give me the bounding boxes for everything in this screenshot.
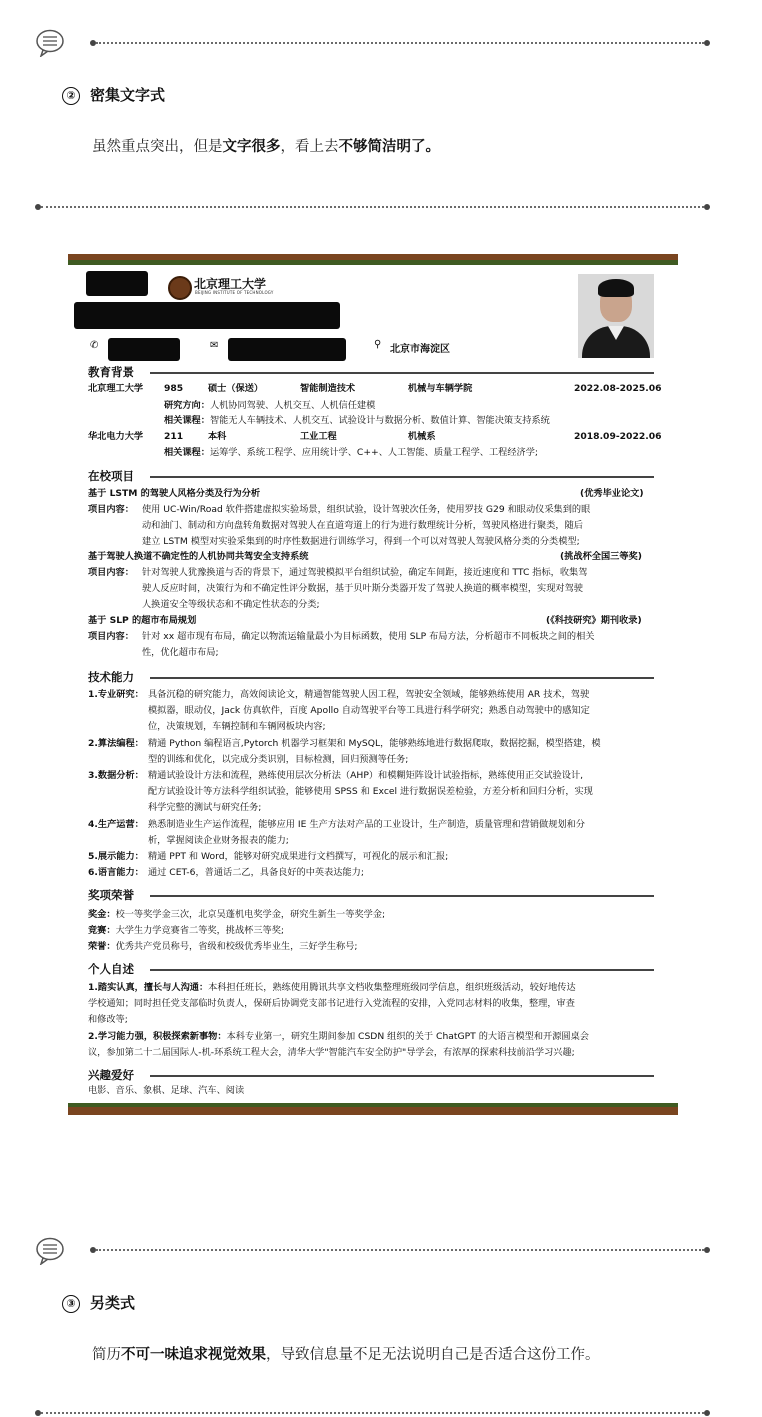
project-award: (挑战杯全国三等奖) (560, 551, 642, 562)
edu-major: 工业工程 (300, 431, 337, 442)
project-line: 针对驾驶人犹豫换道与否的背景下，通过驾驶模拟平台组织试验，确定车间距，接近速度和 TTC 指标，收集驾 (142, 567, 588, 578)
skill-line: 精通试验设计方法和流程，熟练使用层次分析法（AHP）和模糊矩阵设计试验指标，熟练使用正交试验设计, (148, 770, 584, 781)
speech-bubble-icon (35, 1237, 65, 1265)
project-name: 基于 SLP 的超市布局规划 (88, 615, 197, 626)
location: 北京市海淀区 (390, 344, 450, 355)
project-line: 性，优化超市布局; (142, 647, 219, 658)
self-line: 学校通知；同时担任党支部临时负责人，保研后协调党支部书记进行入党流程的安排，入党同志材料的收集，整理，审查 (88, 998, 575, 1009)
edu-degree: 本科 (208, 431, 227, 442)
description-text: ，看上去 (280, 139, 339, 155)
mail-icon: ✉ (210, 340, 219, 351)
project-award: (《科技研究》期刊收录) (546, 615, 642, 626)
skill-line: 模拟器，眼动仪，Jack 仿真软件，百度 Apollo 自动驾驶平台等工具进行科学研究；熟悉自动驾驶中的感知定 (148, 705, 590, 716)
university-logo-name: 北京理工大学 (194, 277, 267, 291)
phone-icon: ✆ (90, 340, 99, 351)
section-2-description (92, 135, 440, 156)
skill-line: 析，掌握阅读企业财务报表的能力; (148, 835, 289, 846)
project-line: 使用 UC-Win/Road 软件搭建虚拟实验场景，组织试验，设计驾驶次任务，使用罗技 G29 和眼动仪采集到的眼 (142, 504, 591, 515)
edu-college: 机械系 (408, 431, 436, 442)
project-name: 基于驾驶人换道不确定性的人机协同共驾安全支持系统 (88, 551, 309, 562)
project-line: 驶人反应时间，决策行为和不确定性评分数据，基于贝叶斯分类器开发了驾驶人换道的概率模型，实现对驾驶 (142, 583, 583, 594)
skill-line: 型的训练和优化，以完成分类识别，目标检测，回归预测等任务; (148, 754, 409, 765)
skill-line: 科学完整的测试与研究任务; (148, 802, 262, 813)
university-logo-icon (168, 276, 192, 300)
section-line (150, 969, 654, 971)
edu-date: 2022.08-2025.06 (574, 383, 662, 394)
hobbies-text: 电影、音乐、象棋、足球、汽车、阅读 (88, 1085, 245, 1096)
skill-line: 精通 PPT 和 Word，能够对研究成果进行文档撰写，可视化的展示和汇报; (148, 851, 449, 862)
self-line: 和修改等; (88, 1014, 128, 1025)
dotted-divider (41, 206, 704, 208)
university-logo-english: BEIJING INSTITUTE OF TECHNOLOGY (195, 290, 274, 295)
hobbies-title: 兴趣爱好 (88, 1068, 134, 1082)
description-bold: 文字很多 (222, 139, 281, 155)
skill-label: 6.语言能力： (88, 867, 144, 878)
description-bold: 不够简洁明了。 (338, 139, 440, 155)
resume-top-bar-green (68, 260, 678, 265)
project-line: 针对 xx 超市现有布局，确定以物流运输量最小为目标函数，使用 SLP 布局方法，分析超市不同板块之间的相关 (142, 631, 595, 642)
divider-dot (704, 1247, 710, 1253)
section-line (150, 372, 654, 374)
edu-degree: 硕士（保送） (208, 383, 264, 394)
description-text: 虽然重点突出，但是 (92, 139, 223, 155)
skill-line: 具备沉稳的研究能力，高效阅读论文，精通智能驾驶人因工程，驾驶安全领域，能够熟练使用 AR 技术，驾驶 (148, 689, 590, 700)
section-number: ② (62, 87, 80, 105)
edu-tag: 211 (164, 431, 184, 442)
redacted-phone (108, 338, 180, 361)
skill-line: 配方试验设计等方法科学组织试验，能够使用 SPSS 和 Excel 进行数据误差检验，方差分析和回归分析，实现 (148, 786, 593, 797)
section-3-description (92, 1343, 600, 1364)
project-content-label: 项目内容： (88, 631, 134, 642)
dotted-divider (41, 1412, 704, 1414)
section-2-heading (62, 84, 165, 105)
skill-line: 位，决策规划，车辆控制和车辆网板块内容; (148, 721, 326, 732)
edu-tag: 985 (164, 383, 184, 394)
skill-line: 熟悉制造业生产运作流程，能够应用 IE 生产方法对产品的工业设计，生产制造，质量管理和营销做规划和分 (148, 819, 585, 830)
description-text: ，导致信息量不足无法说明自己是否适合这份工作。 (266, 1347, 600, 1363)
section-line (150, 1075, 654, 1077)
projects-title: 在校项目 (88, 469, 134, 483)
divider-dot (704, 1410, 710, 1416)
project-content-label: 项目内容： (88, 504, 134, 515)
section-3-heading (62, 1292, 135, 1313)
research-direction: 研究方向：人机协同驾驶、人机交互、人机信任建模 (164, 400, 376, 411)
skills-title: 技术能力 (88, 670, 134, 684)
honors-title: 奖项荣誉 (88, 888, 134, 902)
skill-label: 1.专业研究： (88, 689, 144, 700)
skill-label: 5.展示能力： (88, 851, 144, 862)
skill-label: 2.算法编程： (88, 738, 144, 749)
divider-dot (704, 204, 710, 210)
location-pin-icon: ⚲ (374, 339, 382, 350)
project-line: 动和油门、制动和方向盘转角数据对驾驶人在直道弯道上的行为进行数理统计分析，驾驶风格进行聚类，随后 (142, 520, 583, 531)
section-line (150, 476, 654, 478)
self-line: 1.踏实认真，擅长与人沟通：本科担任班长，熟练使用腾讯共享文档收集整理班级同学信息，组织班级活动，较好地传达 (88, 982, 576, 993)
section-line (150, 895, 654, 897)
divider-dot (704, 40, 710, 46)
honor-row: 竞赛：大学生力学竞赛省二等奖，挑战杯三等奖; (88, 925, 285, 936)
section-title: 另类式 (90, 1294, 136, 1312)
redacted-email (228, 338, 346, 361)
skill-label: 4.生产运营： (88, 819, 144, 830)
redacted-name (86, 271, 148, 296)
speech-bubble-icon (35, 29, 65, 57)
project-line: 建立 LSTM 模型对实验采集到的时序性数据进行训练学习，得到一个可以对驾驶人驾驶风格分类的分类模型; (142, 536, 580, 547)
project-content-label: 项目内容： (88, 567, 134, 578)
resume-example-image (68, 254, 678, 1115)
redacted-objective (74, 302, 340, 329)
self-line: 议，参加第二十二届国际人-机-环系统工程大会，清华大学"智能汽车安全防护"导学会，有浓厚的探索科技前沿学习兴趣; (88, 1047, 575, 1058)
edu-school: 北京理工大学 (88, 383, 144, 394)
section-number: ③ (62, 1295, 80, 1313)
section-line (150, 677, 654, 679)
section-title: 密集文字式 (90, 86, 166, 104)
skill-line: 精通 Python 编程语言,Pytorch 机器学习框架和 MySQL，能够熟练地进行数据爬取，数据挖掘，模型搭建，模 (148, 738, 601, 749)
honor-row: 奖金：校一等奖学金三次，北京吴蓬机电奖学金，研究生新生一等奖学金; (88, 909, 386, 920)
dotted-divider (96, 42, 704, 44)
resume-bottom-bar (68, 1107, 678, 1115)
skill-line: 通过 CET-6，普通话二乙，具备良好的中英表达能力; (148, 867, 364, 878)
skill-label: 3.数据分析： (88, 770, 144, 781)
dotted-divider (96, 1249, 704, 1251)
honor-row: 荣誉：优秀共产党员称号，省级和校级优秀毕业生，三好学生称号; (88, 941, 358, 952)
self-title: 个人自述 (88, 962, 134, 976)
courses-2: 相关课程：运筹学、系统工程学、应用统计学、C++、人工智能、质量工程学、工程经济学; (164, 447, 539, 458)
self-line: 2.学习能力强，积极探索新事物：本科专业第一，研究生期间参加 CSDN 组织的关于 ChatGPT 的大语言模型和开源圆桌会 (88, 1031, 589, 1042)
edu-school: 华北电力大学 (88, 431, 144, 442)
project-award: (优秀毕业论文) (580, 488, 644, 499)
profile-photo (578, 274, 654, 358)
edu-major: 智能制造技术 (300, 383, 356, 394)
edu-college: 机械与车辆学院 (408, 383, 473, 394)
education-title: 教育背景 (88, 365, 134, 379)
description-text: 简历 (92, 1347, 121, 1363)
courses-1: 相关课程：智能无人车辆技术、人机交互、试验设计与数据分析、数值计算、智能决策支持系统 (164, 415, 550, 426)
description-bold: 不可一味追求视觉效果 (121, 1347, 266, 1363)
edu-date: 2018.09-2022.06 (574, 431, 662, 442)
project-name: 基于 LSTM 的驾驶人风格分类及行为分析 (88, 488, 261, 499)
project-line: 人换道安全等级状态和不确定性状态的分类; (142, 599, 320, 610)
